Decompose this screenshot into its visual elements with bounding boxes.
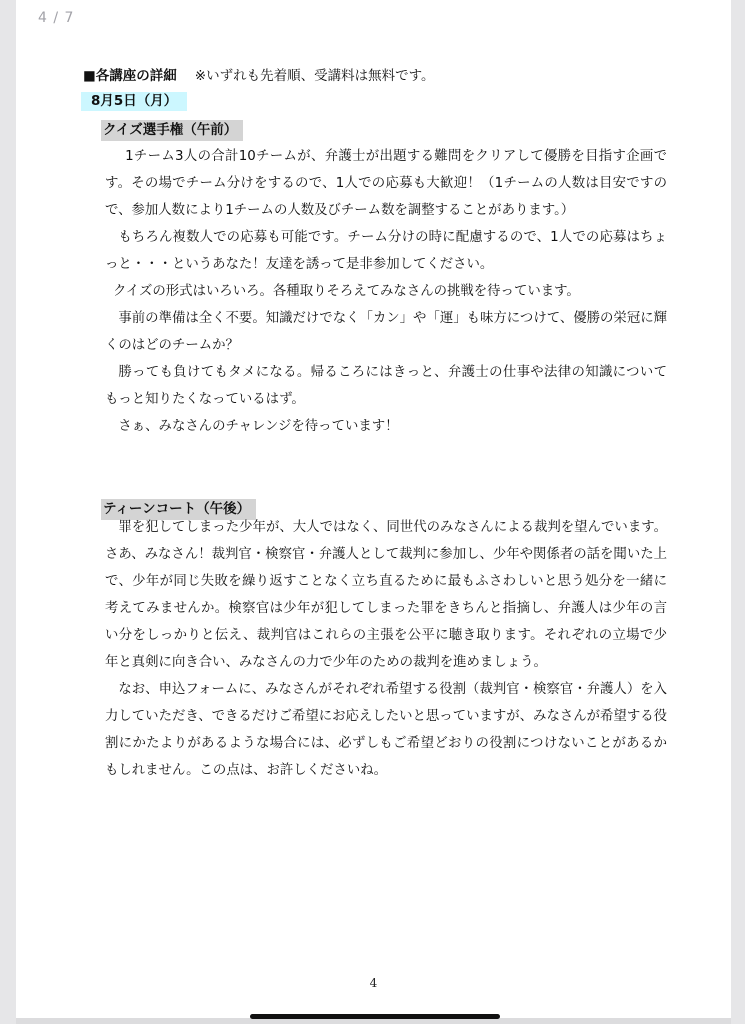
quiz-paragraph: 1チーム3人の合計10チームが、弁護士が出題する難問をクリアして優勝を目指す企画です。その場でチーム分けをするので、1人での応募も大歓迎！（1チームの人数は目安ですので、参加人数により1チームの人数及びチーム数を調整することがあります。） [105,149,667,218]
teen-court-paragraph: 罪を犯してしまった少年が、大人ではなく、同世代のみなさんによる裁判を望んでいます。さあ、みなさん！裁判官・検察官・弁護人として裁判に参加し、少年や関係者の話を聞いた上で、少年が同じ失敗を繰り返すことなく立ち直るために最もふさわしいと思う処分を一緒に考えてみませんか。検察官は少年が犯してしまった罪をきちんと指摘し、弁護人は少年の言い分をしっかりと伝え、裁判官はこれらの主張を公平に聴き取ります。それぞれの立場で少年と真剣に向き合い、みなさんの力で少年のための裁判を進めましょう。 [105,520,667,670]
document-page[interactable] [16,0,731,1018]
quiz-paragraph: もちろん複数人での応募も可能です。チーム分けの時に配慮するので、1人での応募はちょっと・・・というあなた！友達を誘って是非参加してください。 [105,230,667,272]
teen-court-paragraph: なお、申込フォームに、みなさんがそれぞれ希望する役割（裁判官・検察官・弁護人）を入力していただき、できるだけご希望にお応えしたいと思っていますが、みなさんが希望する役割にかたよりがあるような場合には、必ずしもご希望どおりの役割につけないことがあるかもしれません。この点は、お許しくださいね。 [105,682,667,778]
teen-court-heading: ティーンコート（午後） [101,499,256,520]
quiz-paragraph: 事前の準備は全く不要。知識だけでなく「カン」や「運」も味方につけて、優勝の栄冠に輝くのはどのチームか？ [105,311,667,353]
page-number: 4 [369,976,378,990]
section-title [83,64,435,84]
quiz-body [105,143,667,440]
section-note: ※いずれも先着順、受講料は無料です。 [194,68,435,84]
home-indicator-bar[interactable] [250,1014,500,1019]
quiz-heading: クイズ選手権（午前） [101,120,243,141]
quiz-paragraph: 勝っても負けてもタメになる。帰るころにはきっと、弁護士の仕事や法律の知識についてもっと知りたくなっているはず。 [105,365,667,407]
section-title-text: ■各講座の詳細 [83,68,177,84]
quiz-paragraph: さぁ、みなさんのチャレンジを待っています！ [118,419,399,434]
teen-court-body [105,514,667,784]
date-label: 8月5日（月） [81,92,187,111]
quiz-paragraph: クイズの形式はいろいろ。各種取りそろえてみなさんの挑戦を待っています。 [113,284,580,299]
page-indicator: 4 / 7 [38,10,75,26]
